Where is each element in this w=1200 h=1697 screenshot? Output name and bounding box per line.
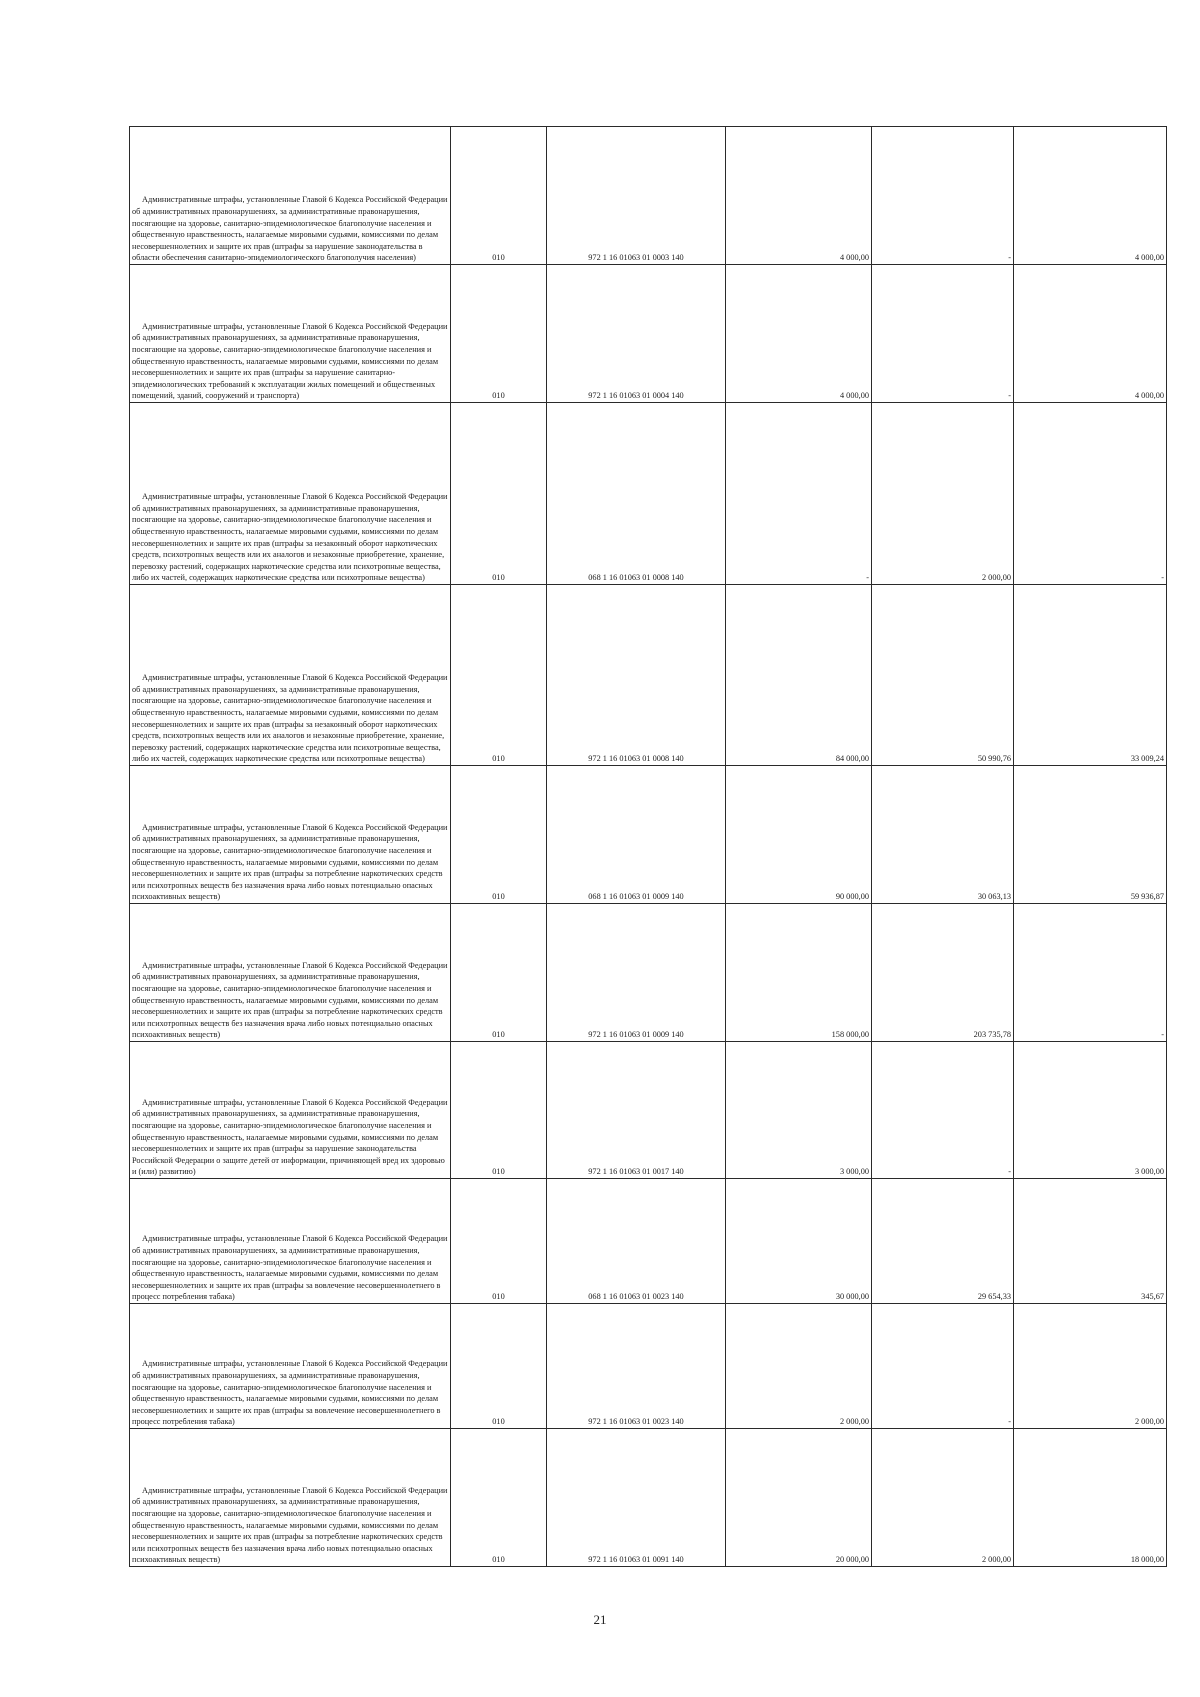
row-budget-code: 972 1 16 01063 01 0008 140 [547,585,726,766]
table-row [130,265,1167,403]
table-row [130,585,1167,766]
row-approved: 20 000,00 [726,1429,872,1567]
row-line-code: 010 [451,1429,547,1567]
row-executed: - [872,1042,1014,1179]
row-budget-code: 972 1 16 01063 01 0023 140 [547,1304,726,1429]
row-approved: 158 000,00 [726,904,872,1042]
row-budget-code: 972 1 16 01063 01 0091 140 [547,1429,726,1567]
table-row [130,1179,1167,1304]
row-line-code: 010 [451,585,547,766]
row-approved: 3 000,00 [726,1042,872,1179]
row-name: Административные штрафы, установленные Главой 6 Кодекса Российской Федерации об административных правонарушениях, за административные правонарушения, посягающие на здоровье, санитарно-эпидемиологическое благополучие населения и общественную нравственность, налагаемые мировыми судьями, комиссиями по делам несовершеннолетних и защите их прав (штрафы за незаконный оборот наркотических средств, психотропных веществ или их аналогов и незаконные приобретение, хранение, перевозку растений, содержащих наркотические средства или психотропные вещества, либо их частей, содержащих наркотические средства или психотропные вещества) [132,673,448,764]
row-name: Административные штрафы, установленные Главой 6 Кодекса Российской Федерации об административных правонарушениях, за административные правонарушения, посягающие на здоровье, санитарно-эпидемиологическое благополучие населения и общественную нравственность, налагаемые мировыми судьями, комиссиями по делам несовершеннолетних и защите их прав (штрафы за вовлечение несовершеннолетнего в процесс потребления табака) [132,1234,448,1302]
row-approved: 4 000,00 [726,265,872,403]
revenue-table [129,126,1167,1567]
row-line-code: 010 [451,1304,547,1429]
row-name-cell [130,585,451,766]
row-unexecuted: 18 000,00 [1014,1429,1167,1567]
row-line-code: 010 [451,766,547,904]
row-executed: - [872,1304,1014,1429]
row-name-cell [130,1429,451,1567]
row-approved: 90 000,00 [726,766,872,904]
row-budget-code: 068 1 16 01063 01 0009 140 [547,766,726,904]
row-executed: 203 735,78 [872,904,1014,1042]
row-unexecuted: 4 000,00 [1014,127,1167,265]
row-unexecuted: 4 000,00 [1014,265,1167,403]
row-unexecuted: 2 000,00 [1014,1304,1167,1429]
row-name-cell [130,904,451,1042]
table-row [130,766,1167,904]
row-budget-code: 972 1 16 01063 01 0004 140 [547,265,726,403]
row-line-code: 010 [451,265,547,403]
row-budget-code: 068 1 16 01063 01 0008 140 [547,403,726,585]
row-budget-code: 972 1 16 01063 01 0003 140 [547,127,726,265]
table-row [130,1429,1167,1567]
row-name: Административные штрафы, установленные Главой 6 Кодекса Российской Федерации об административных правонарушениях, за административные правонарушения, посягающие на здоровье, санитарно-эпидемиологическое благополучие населения и общественную нравственность, налагаемые мировыми судьями, комиссиями по делам несовершеннолетних и защите их прав (штрафы за потребление наркотических средств или психотропных веществ без назначения врача либо новых потенциально опасных психоактивных веществ) [132,822,448,902]
row-name-cell [130,265,451,403]
table-row [130,403,1167,585]
row-name: Административные штрафы, установленные Главой 6 Кодекса Российской Федерации об административных правонарушениях, за административные правонарушения, посягающие на здоровье, санитарно-эпидемиологическое благополучие населения и общественную нравственность, налагаемые мировыми судьями, комиссиями по делам несовершеннолетних и защите их прав (штрафы за незаконный оборот наркотических средств, психотропных веществ или их аналогов и незаконные приобретение, хранение, перевозку растений, содержащих наркотические средства или психотропные вещества, либо их частей, содержащих наркотические средства или психотропные вещества) [132,492,448,583]
row-unexecuted: - [1014,403,1167,585]
table-row [130,127,1167,265]
row-approved: 2 000,00 [726,1304,872,1429]
row-approved: 4 000,00 [726,127,872,265]
page-number: 21 [593,1612,607,1627]
row-executed: - [872,265,1014,403]
row-line-code: 010 [451,127,547,265]
row-line-code: 010 [451,1179,547,1304]
row-approved: 30 000,00 [726,1179,872,1304]
row-executed: 50 990,76 [872,585,1014,766]
row-budget-code: 972 1 16 01063 01 0009 140 [547,904,726,1042]
row-budget-code: 068 1 16 01063 01 0023 140 [547,1179,726,1304]
row-name: Административные штрафы, установленные Главой 6 Кодекса Российской Федерации об административных правонарушениях, за административные правонарушения, посягающие на здоровье, санитарно-эпидемиологическое благополучие населения и общественную нравственность, налагаемые мировыми судьями, комиссиями по делам несовершеннолетних и защите их прав (штрафы за нарушение законодательства Российской Федерации о защите детей от информации, причиняющей вред их здоровью и (или) развитию) [132,1097,448,1177]
row-line-code: 010 [451,904,547,1042]
row-unexecuted: - [1014,904,1167,1042]
row-name-cell [130,766,451,904]
row-name: Административные штрафы, установленные Главой 6 Кодекса Российской Федерации об административных правонарушениях, за административные правонарушения, посягающие на здоровье, санитарно-эпидемиологическое благополучие населения и общественную нравственность, налагаемые мировыми судьями, комиссиями по делам несовершеннолетних и защите их прав (штрафы за нарушение санитарно-эпидемиологических требований к эксплуатации жилых помещений и общественных помещений, зданий, сооружений и транспорта) [132,321,448,401]
row-approved: - [726,403,872,585]
row-name-cell [130,403,451,585]
row-name: Административные штрафы, установленные Главой 6 Кодекса Российской Федерации об административных правонарушениях, за административные правонарушения, посягающие на здоровье, санитарно-эпидемиологическое благополучие населения и общественную нравственность, налагаемые мировыми судьями, комиссиями по делам несовершеннолетних и защите их прав (штрафы за нарушение законодательства в области обеспечения санитарно-эпидемиологического благополучия населения) [132,195,448,263]
row-name: Административные штрафы, установленные Главой 6 Кодекса Российской Федерации об административных правонарушениях, за административные правонарушения, посягающие на здоровье, санитарно-эпидемиологическое благополучие населения и общественную нравственность, налагаемые мировыми судьями, комиссиями по делам несовершеннолетних и защите их прав (штрафы за потребление наркотических средств или психотропных веществ без назначения врача либо новых потенциально опасных психоактивных веществ) [132,1485,448,1565]
row-executed: 2 000,00 [872,1429,1014,1567]
row-line-code: 010 [451,403,547,585]
row-unexecuted: 33 009,24 [1014,585,1167,766]
row-unexecuted: 59 936,87 [1014,766,1167,904]
row-name: Административные штрафы, установленные Главой 6 Кодекса Российской Федерации об административных правонарушениях, за административные правонарушения, посягающие на здоровье, санитарно-эпидемиологическое благополучие населения и общественную нравственность, налагаемые мировыми судьями, комиссиями по делам несовершеннолетних и защите их прав (штрафы за вовлечение несовершеннолетнего в процесс потребления табака) [132,1359,448,1427]
row-name-cell [130,127,451,265]
row-line-code: 010 [451,1042,547,1179]
row-unexecuted: 345,67 [1014,1179,1167,1304]
table-row [130,904,1167,1042]
row-name-cell [130,1042,451,1179]
row-budget-code: 972 1 16 01063 01 0017 140 [547,1042,726,1179]
row-executed: 30 063,13 [872,766,1014,904]
row-name-cell [130,1179,451,1304]
row-executed: 2 000,00 [872,403,1014,585]
row-name: Административные штрафы, установленные Главой 6 Кодекса Российской Федерации об административных правонарушениях, за административные правонарушения, посягающие на здоровье, санитарно-эпидемиологическое благополучие населения и общественную нравственность, налагаемые мировыми судьями, комиссиями по делам несовершеннолетних и защите их прав (штрафы за потребление наркотических средств или психотропных веществ без назначения врача либо новых потенциально опасных психоактивных веществ) [132,960,448,1040]
table-row [130,1304,1167,1429]
row-name-cell [130,1304,451,1429]
table-row [130,1042,1167,1179]
row-executed: 29 654,33 [872,1179,1014,1304]
row-approved: 84 000,00 [726,585,872,766]
row-unexecuted: 3 000,00 [1014,1042,1167,1179]
row-executed: - [872,127,1014,265]
